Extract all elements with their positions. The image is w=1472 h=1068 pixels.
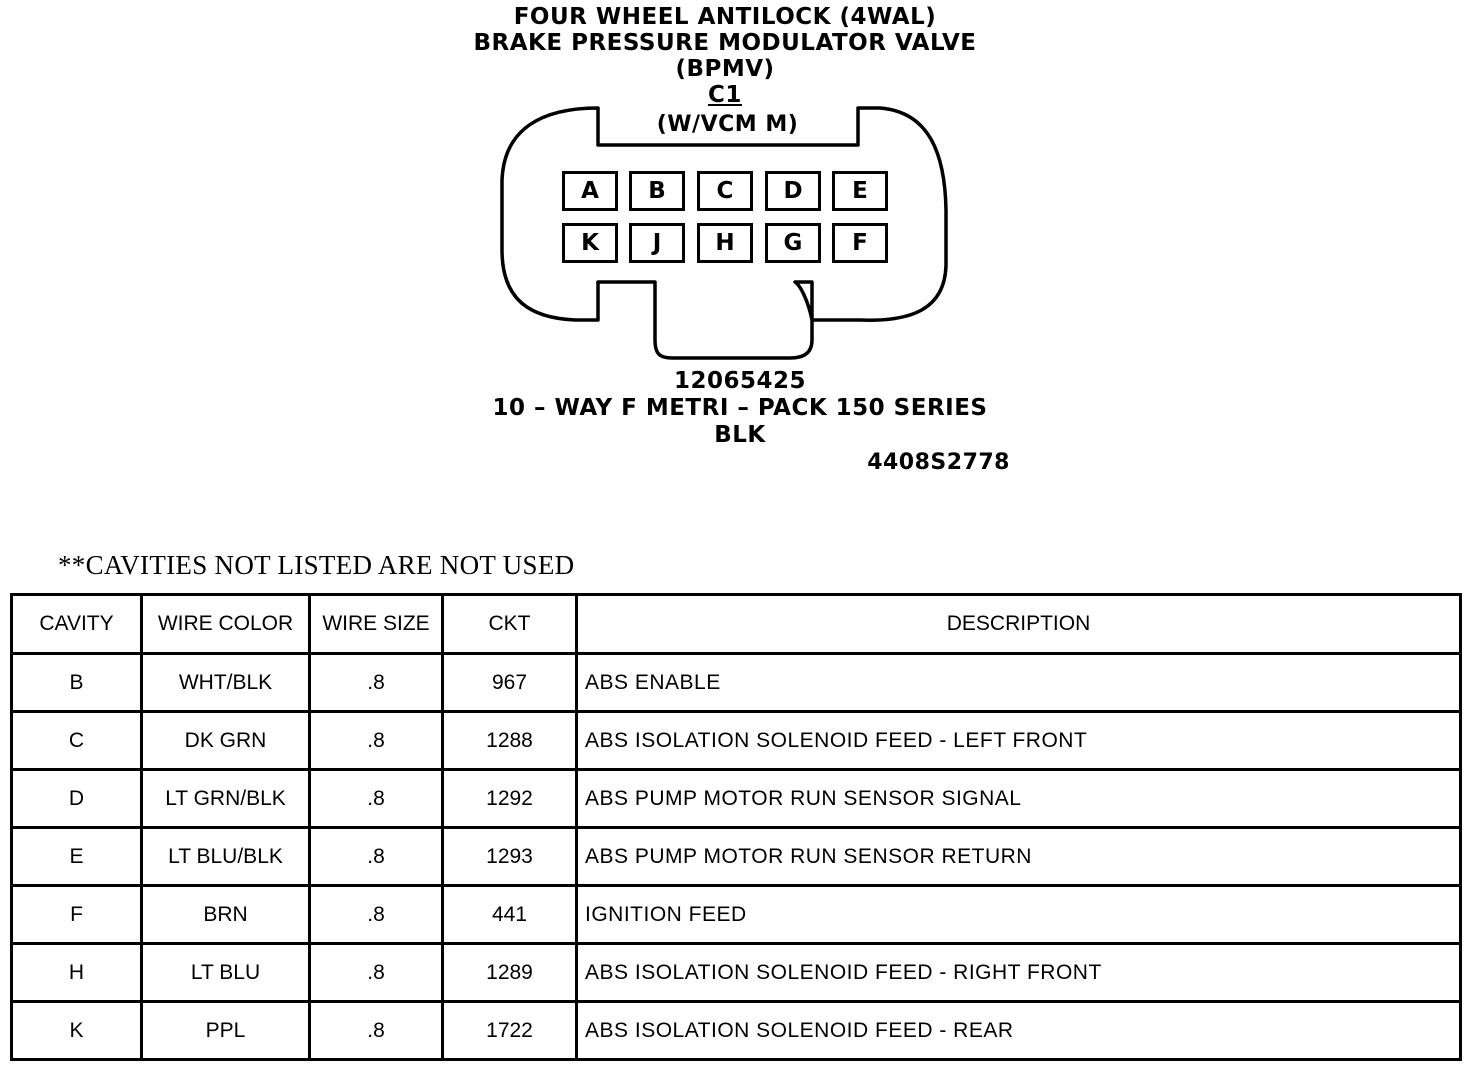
header-wire-size: WIRE SIZE [310, 595, 443, 654]
cell-cavity: D [12, 770, 142, 828]
title-line-2: BRAKE PRESSURE MODULATOR VALVE [473, 30, 977, 56]
reference-code: 4408S2778 [867, 450, 1010, 475]
cell-description: ABS ISOLATION SOLENOID FEED - REAR [577, 1002, 1461, 1060]
cell-ckt: 1288 [443, 712, 577, 770]
cell-ckt: 441 [443, 886, 577, 944]
cavity-d: D [765, 171, 821, 211]
part-type: 10 – WAY F METRI – PACK 150 SERIES [492, 395, 988, 421]
part-info [440, 368, 1040, 449]
cell-description: ABS PUMP MOTOR RUN SENSOR RETURN [577, 828, 1461, 886]
cell-cavity: F [12, 886, 142, 944]
cell-cavity: K [12, 1002, 142, 1060]
cavity-g: G [765, 223, 821, 263]
table-row [12, 712, 1461, 770]
cell-description: ABS ISOLATION SOLENOID FEED - LEFT FRONT [577, 712, 1461, 770]
cell-ckt: 967 [443, 654, 577, 712]
cavity-b: B [629, 171, 685, 211]
cell-wire-size: .8 [310, 886, 443, 944]
cell-description: ABS ISOLATION SOLENOID FEED - RIGHT FRONT [577, 944, 1461, 1002]
cell-ckt: 1722 [443, 1002, 577, 1060]
cell-ckt: 1292 [443, 770, 577, 828]
cell-cavity: B [12, 654, 142, 712]
unused-cavities-note: **CAVITIES NOT LISTED ARE NOT USED [58, 550, 575, 580]
cavity-a: A [562, 171, 618, 211]
cell-ckt: 1293 [443, 828, 577, 886]
header-description: DESCRIPTION [577, 595, 1461, 654]
table-row [12, 654, 1461, 712]
cavity-c: C [697, 171, 753, 211]
cell-wire-size: .8 [310, 712, 443, 770]
cell-cavity: H [12, 944, 142, 1002]
cell-wire-color: WHT/BLK [142, 654, 310, 712]
connector-id: C1 [708, 82, 742, 108]
cavity-k: K [562, 223, 618, 263]
cell-wire-color: DK GRN [142, 712, 310, 770]
cavity-table [10, 593, 1462, 1061]
cell-wire-size: .8 [310, 654, 443, 712]
cavity-e: E [832, 171, 888, 211]
cell-wire-size: .8 [310, 1002, 443, 1060]
header-cavity: CAVITY [12, 595, 142, 654]
cell-wire-color: LT GRN/BLK [142, 770, 310, 828]
table-row [12, 828, 1461, 886]
header-wire-color: WIRE COLOR [142, 595, 310, 654]
cell-wire-color: BRN [142, 886, 310, 944]
cell-wire-color: PPL [142, 1002, 310, 1060]
cell-wire-size: .8 [310, 828, 443, 886]
cell-wire-color: LT BLU/BLK [142, 828, 310, 886]
cell-cavity: C [12, 712, 142, 770]
cavity-h: H [697, 223, 753, 263]
cell-wire-size: .8 [310, 770, 443, 828]
table-row [12, 770, 1461, 828]
cell-wire-color: LT BLU [142, 944, 310, 1002]
cavity-j: J [629, 223, 685, 263]
table-row [12, 886, 1461, 944]
title-line-1: FOUR WHEEL ANTILOCK (4WAL) [513, 4, 937, 30]
title-line-3: (BPMV) [675, 56, 775, 82]
header-ckt: CKT [443, 595, 577, 654]
cell-description: ABS PUMP MOTOR RUN SENSOR SIGNAL [577, 770, 1461, 828]
cell-wire-size: .8 [310, 944, 443, 1002]
connector-variant-label: (W/VCM M) [656, 112, 799, 137]
cavity-f: F [832, 223, 888, 263]
cell-ckt: 1289 [443, 944, 577, 1002]
part-color: BLK [714, 422, 766, 448]
table-row [12, 944, 1461, 1002]
table-row [12, 1002, 1461, 1060]
connector-title-block [380, 4, 1070, 108]
cell-cavity: E [12, 828, 142, 886]
part-number: 12065425 [673, 368, 807, 394]
cell-description: ABS ENABLE [577, 654, 1461, 712]
cell-description: IGNITION FEED [577, 886, 1461, 944]
table-header-row [12, 595, 1461, 654]
